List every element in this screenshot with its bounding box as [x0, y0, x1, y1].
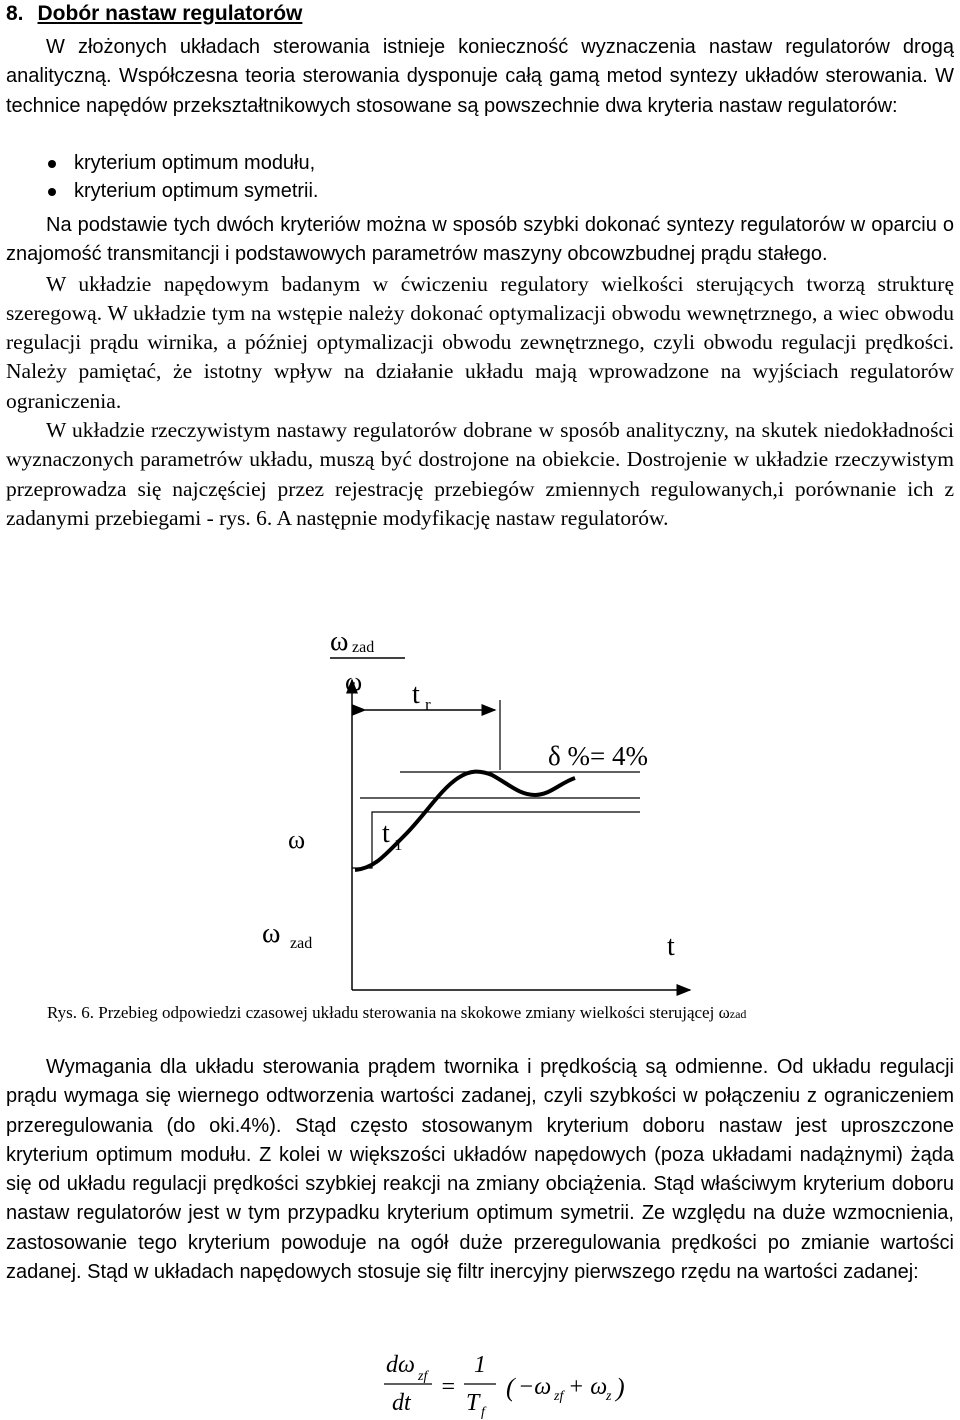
bullet-icon [48, 188, 56, 196]
formula-T: T [466, 1390, 480, 1416]
t1-subscript: 1 [394, 835, 403, 854]
omega-zad-bottom-subscript: zad [290, 935, 313, 952]
t1-label: t [382, 818, 390, 849]
t-axis-label: t [667, 931, 675, 962]
omega-zad-label: ω [330, 626, 349, 657]
formula-close-paren: ) [616, 1373, 625, 1402]
formula-minus-term: −ω [518, 1374, 552, 1400]
step-response-figure [0, 610, 960, 1030]
figure-caption: Rys. 6. Przebieg odpowiedzi czasowej układu sterowania na skokowe zmiany wielkości sterującej ωzad [47, 1003, 747, 1022]
section-number: 8. [6, 2, 24, 25]
formula-numerator-sub: zf [418, 1369, 428, 1384]
overshoot-label: δ %= 4% [548, 741, 648, 771]
criteria-list [28, 149, 318, 205]
formula-minus-sub: zf [554, 1389, 564, 1404]
formula-one: 1 [474, 1352, 486, 1378]
formula-open-paren: ( [506, 1373, 515, 1402]
section-title: Dobór nastaw regulatorów [37, 2, 303, 25]
section-heading [6, 2, 302, 26]
filter-formula [0, 1348, 960, 1420]
body-paragraph: W układzie napędowym badanym w ćwiczeniu regulatory wielkości sterujących tworzą strukturę szeregową. W układzie tym na wstępie należy dokonać optymalizacji obwodu wewnętrznego, a wiec obwodu regulacji prądu wirnika, a później optymalizacji obwodu zewnętrznego, czyli obwodu regulacji prędkości. Należy pamiętać, że istotny wpływ na działanie układu mają wprowadzone na wyjściach regulatorów ograniczenia. [6, 271, 954, 413]
formula-T-sub: f [481, 1405, 485, 1420]
formula-equals: = [440, 1374, 457, 1400]
body-paragraph: W układzie rzeczywistym nastawy regulatorów dobrane w sposób analityczny, na skutek niedokładności wyznaczonych parametrów układu, muszą być dostrojone na obiekcie. Dostrojenie w układzie rzeczywistym przeprowadza się najczęściej przez rejestrację przebiegów zmiennych regulowanych,i porównanie ich z zadanymi przebiegami - rys. 6. A następnie modyfikację nastaw regulatorów. [6, 418, 954, 530]
caption-subscript: zad [729, 1007, 747, 1021]
list-item: kryterium optimum modułu, [28, 149, 318, 177]
formula-plus-term: + ω [568, 1374, 608, 1400]
intro-text: W złożonych układach sterowania istnieje konieczność wyznaczenia nastaw regulatorów drogą analityczną. Współczesna teoria sterowania dysponuje całą gamą metod syntezy układów sterowania. W technice napędów przekształtnikowych stosowane są powszechnie dwa kryteria nastaw regulatorów: [6, 36, 954, 117]
omega-zad-subscript: zad [352, 639, 375, 656]
requirements-paragraph: Wymagania dla układu sterowania prądem twornika i prędkością są odmienne. Od układu regulacji prądu wymaga się wiernego odtworzenia wartości zadanej, czyli szybkości w połączeniu z ograniczeniem przeregulowania (do oki.4%). Stąd często stosowanym kryterium doboru nastaw jest uproszczone kryterium optimum modułu. Z kolei w większości układów napędowych (poza układami nadążnymi) żąda się od układu regulacji prędkości szybkiej reakcji na zmiany obciążenia. Stąd właściwym kryterium doboru nastaw regulatorów jest w tym przypadku kryterium optimum symetrii. Ze względu na duże wzmocnienia, zastosowanie tego kryterium powoduje na ogół duże przeregulowania prędkości po zmianie wartości zadanej. Stąd w układach napędowych stosuje się filtr inercyjny pierwszego rzędu na wartości zadanej: [6, 1056, 954, 1284]
bullet-icon [48, 160, 56, 168]
formula-denominator: dt [392, 1390, 411, 1416]
list-item: kryterium optimum symetrii. [28, 177, 318, 205]
formula-plus-sub: z [606, 1389, 612, 1404]
omega-axis-label: ω [345, 667, 363, 696]
body-paragraphs [6, 211, 954, 533]
tr-label: t [412, 679, 420, 710]
tr-subscript: r [425, 695, 431, 714]
caption-omega: ω [718, 1003, 730, 1022]
intro-paragraph [6, 33, 954, 121]
formula-numerator: dω [386, 1352, 415, 1378]
body-paragraph: Na podstawie tych dwóch kryteriów można w sposób szybki dokonać syntezy regulatorów w oparciu o znajomość transmitancji i podstawowych parametrów maszyny obcowzbudnej prądu stałego. [6, 214, 954, 266]
omega-left-label: ω [288, 825, 306, 854]
omega-zad-bottom-label: ω [262, 918, 281, 949]
